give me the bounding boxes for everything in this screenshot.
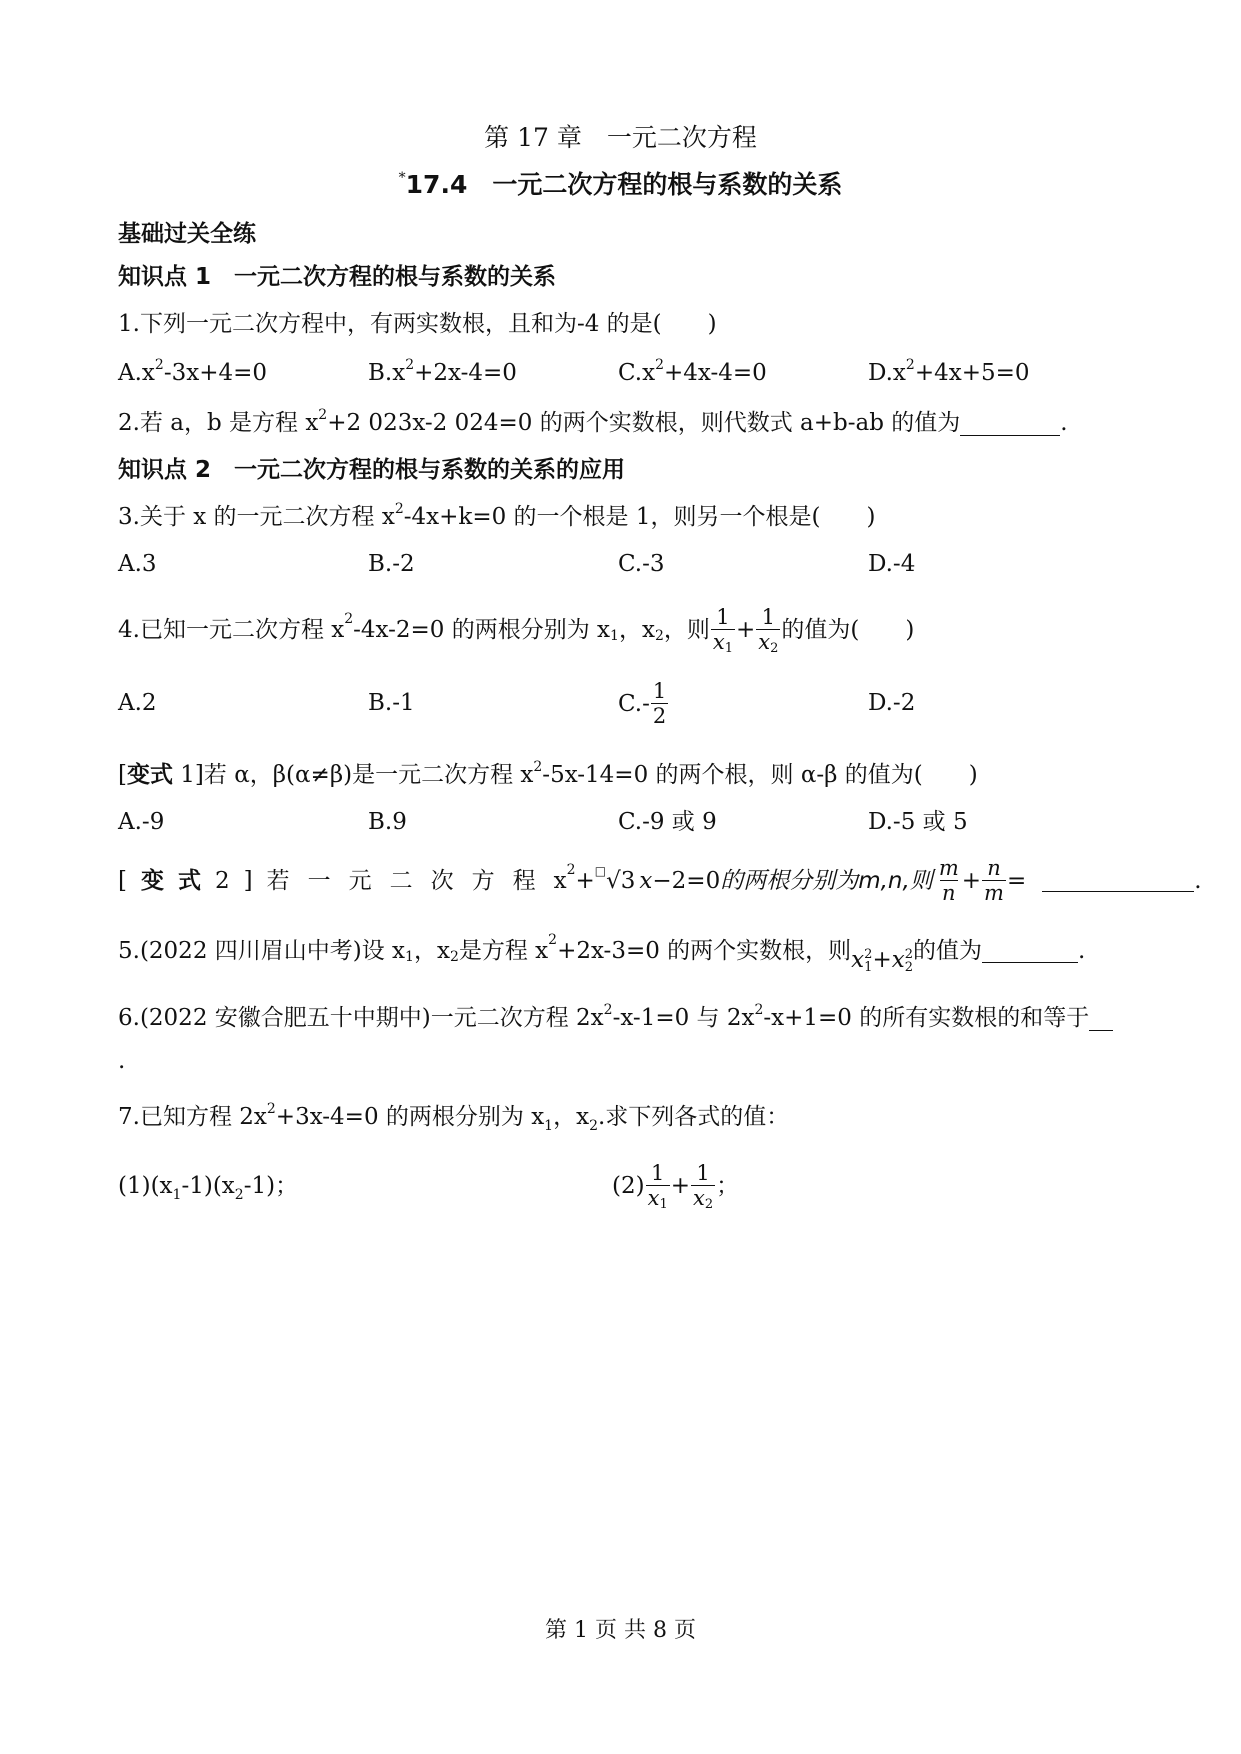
- q4-fraction-2: $\frac{1}{x2}$: [758, 604, 779, 656]
- q2-answer-blank[interactable]: [960, 412, 1060, 436]
- variant2-stem: [ 变式 2] 若一元二次方程 x 2 + □ √3 x −2=0 的两根分别为m,n,则 $\frac{m}{n}$ + $\frac{n}{m}$ = .: [118, 855, 1202, 905]
- q7-part-2: (2) $\frac{1}{x1}$ + $\frac{1}{x2}$ ；: [612, 1160, 740, 1212]
- q4-option-c: C.- $\frac{1}{2}$: [618, 678, 667, 728]
- section-mark: *: [398, 170, 406, 186]
- chapter-title-text: 第 17 章 一元二次方程: [484, 123, 757, 152]
- q5-expression: x 2 1 +x 2 2: [851, 947, 913, 975]
- kp1-title: 知识点 1 一元二次方程的根与系数的关系: [118, 264, 557, 290]
- q2-stem: 2.若 a，b 是方程 $x^2+2$ 023x-2 024=0 的两个实数根，则代数式 a+b-ab 的值为 .: [118, 407, 1068, 436]
- q5-stem: 5.(2022 四川眉山中考)设 x 1 ，x 2 是方程 x 2 +2x-3=0 的两个实数根，则 x 2 1 +x 2 2 的值为 .: [118, 932, 1086, 975]
- q7-fraction-1: $\frac{1}{x1}$: [647, 1160, 668, 1212]
- q7-fraction-2: $\frac{1}{x2}$: [693, 1160, 714, 1212]
- q1-stem: 1.下列一元二次方程中，有两实数根，且和为-4 的是( ): [118, 311, 717, 337]
- q3-option-c: C.-3: [618, 551, 665, 577]
- q7-stem: 7.已知方程 $2x^2+3x-4=0$ 的两根分别为 $x_1$，$x_2$.求下列各式的值：: [118, 1101, 790, 1134]
- variant1-option-a: A.-9: [118, 809, 165, 835]
- q3-option-a: A.3: [118, 551, 157, 577]
- variant1-option-b: B.9: [368, 809, 407, 835]
- q3-option-d: D.-4: [868, 551, 916, 577]
- section-title-text: 17.4 一元二次方程的根与系数的关系: [405, 170, 843, 199]
- q6-end: .: [118, 1048, 126, 1074]
- variant2-fraction-1: $\frac{m}{n}$: [938, 855, 959, 905]
- q3-stem: 3.关于 x 的一元二次方程 $x^2-4x+k=0$ 的一个根是 1，则另一个根是( ): [118, 501, 876, 530]
- q4-stem: 4.已知一元二次方程 x 2 -4x-2=0 的两根分别为 x 1 ，x 2 ，则 $\frac{1}{x1}$ + $\frac{1}{x2}$ 的值为( ): [118, 604, 915, 656]
- q1-option-a: $A.x^2-3x+4=0$: [118, 357, 268, 386]
- variant1-option-c: C.-9 或 9: [618, 809, 717, 835]
- variant1-option-d: D.-5 或 5: [868, 809, 968, 835]
- q4-option-d: D.-2: [868, 690, 916, 716]
- q1-option-d: $D.x^2+4x+5=0$: [868, 357, 1030, 386]
- q4-fraction-1: $\frac{1}{x1}$: [712, 604, 733, 656]
- part-title: 基础过关全练: [118, 221, 256, 247]
- q4-option-a: A.2: [118, 690, 157, 716]
- chapter-title: [0, 125, 1241, 150]
- page-footer: 第 1 页 共 8 页: [545, 1618, 696, 1643]
- q7-part-1: $(1)(x_1-1)(x_2-1)$；: [118, 1173, 299, 1203]
- q4-option-c-fraction: $\frac{1}{2}$: [652, 678, 667, 728]
- q6-stem: 6.(2022 安徽合肥五十中期中)一元二次方程 $2x^2-x-1=0$ 与 $2x^2-x+1=0$ 的所有实数根的和等于: [118, 1007, 1113, 1031]
- q1-option-b: $B.x^2+2x-4=0$: [368, 357, 517, 386]
- q1-option-c: $C.x^2+4x-4=0$: [618, 357, 767, 386]
- q4-option-b: B.-1: [368, 690, 415, 716]
- q3-option-b: B.-2: [368, 551, 415, 577]
- q6-answer-blank[interactable]: [1089, 1007, 1113, 1031]
- section-title: [0, 172, 1241, 197]
- variant1-stem: [变式 1]若 α，β(α≠β)是一元二次方程 $x^2-5x-14=0$ 的两个根，则 α-β 的值为( ): [118, 759, 978, 788]
- variant2-fraction-2: $\frac{n}{m}$: [984, 855, 1004, 905]
- kp2-title: 知识点 2 一元二次方程的根与系数的关系的应用: [118, 457, 626, 483]
- variant2-answer-blank[interactable]: [1042, 871, 1194, 892]
- q5-answer-blank[interactable]: [982, 939, 1078, 963]
